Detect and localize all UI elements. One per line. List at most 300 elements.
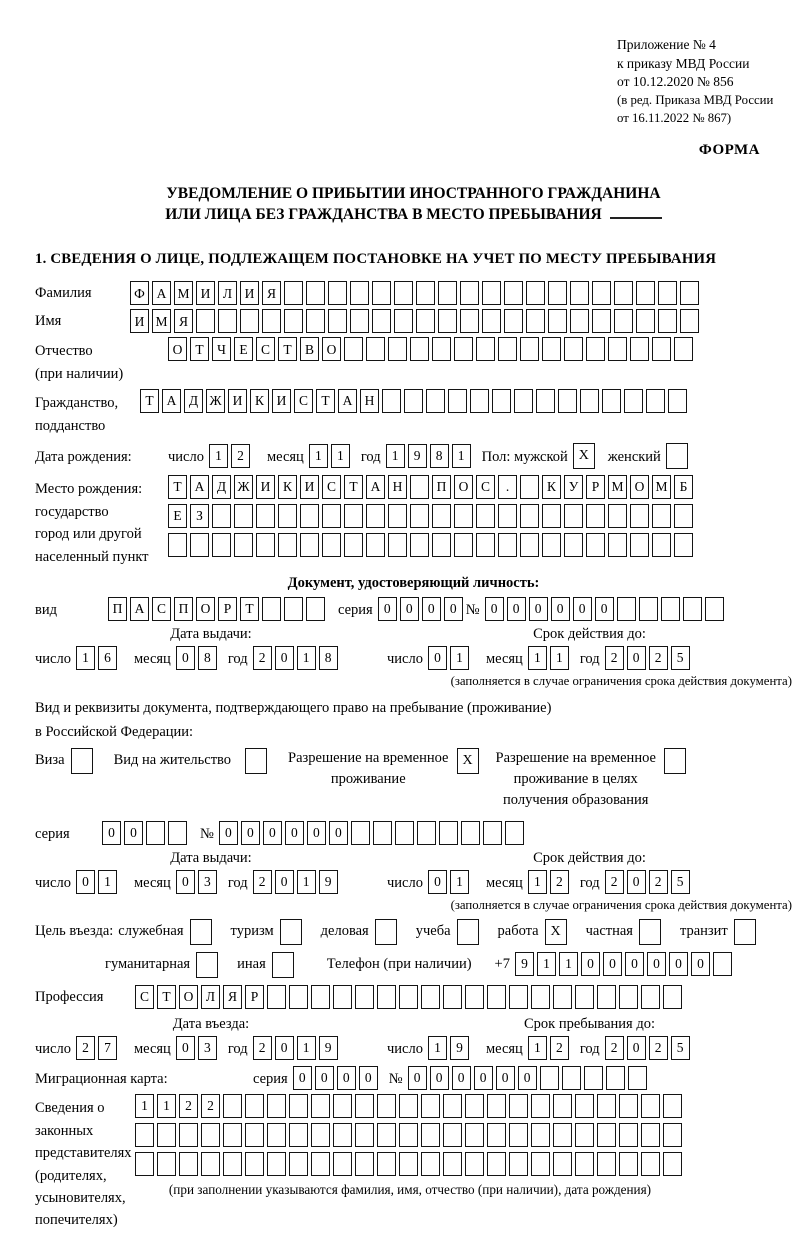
char-cell[interactable]: Н: [360, 389, 379, 413]
char-cell[interactable]: [322, 504, 341, 528]
char-cell[interactable]: [664, 748, 686, 774]
char-cell[interactable]: [438, 309, 457, 333]
char-cell[interactable]: [652, 337, 671, 361]
char-cell[interactable]: [377, 985, 396, 1009]
char-cell[interactable]: 1: [428, 1036, 447, 1060]
char-cell[interactable]: [624, 389, 643, 413]
char-cell[interactable]: [432, 533, 451, 557]
char-cell[interactable]: [443, 985, 462, 1009]
char-cell[interactable]: [641, 985, 660, 1009]
char-cell[interactable]: 0: [647, 952, 666, 976]
char-cell[interactable]: [366, 533, 385, 557]
char-cell[interactable]: X: [457, 748, 479, 774]
char-cell[interactable]: [344, 504, 363, 528]
char-cell[interactable]: [262, 597, 281, 621]
char-cell[interactable]: Л: [201, 985, 220, 1009]
char-cell[interactable]: 0: [275, 870, 294, 894]
char-cell[interactable]: [300, 504, 319, 528]
char-cell[interactable]: [168, 533, 187, 557]
char-cell[interactable]: О: [630, 475, 649, 499]
char-cell[interactable]: [674, 533, 693, 557]
char-cell[interactable]: 0: [337, 1066, 356, 1090]
char-cell[interactable]: И: [228, 389, 247, 413]
char-cell[interactable]: [388, 337, 407, 361]
char-cell[interactable]: 0: [603, 952, 622, 976]
char-cell[interactable]: .: [498, 475, 517, 499]
char-cell[interactable]: Б: [674, 475, 693, 499]
char-cell[interactable]: [465, 1152, 484, 1176]
char-cell[interactable]: [223, 1123, 242, 1147]
char-cell[interactable]: [245, 1094, 264, 1118]
char-cell[interactable]: 0: [627, 646, 646, 670]
char-cell[interactable]: [333, 1152, 352, 1176]
char-cell[interactable]: [553, 1152, 572, 1176]
char-cell[interactable]: 0: [551, 597, 570, 621]
char-cell[interactable]: 2: [649, 646, 668, 670]
char-cell[interactable]: [564, 533, 583, 557]
char-cell[interactable]: [553, 1094, 572, 1118]
char-cell[interactable]: 2: [649, 870, 668, 894]
char-cell[interactable]: [542, 337, 561, 361]
char-cell[interactable]: [586, 337, 605, 361]
char-cell[interactable]: П: [174, 597, 193, 621]
char-cell[interactable]: 0: [307, 821, 326, 845]
char-cell[interactable]: Ф: [130, 281, 149, 305]
char-cell[interactable]: [713, 952, 732, 976]
char-cell[interactable]: [366, 337, 385, 361]
char-cell[interactable]: [344, 337, 363, 361]
char-cell[interactable]: [606, 1066, 625, 1090]
char-cell[interactable]: 0: [627, 870, 646, 894]
char-cell[interactable]: 0: [275, 646, 294, 670]
char-cell[interactable]: П: [108, 597, 127, 621]
char-cell[interactable]: 2: [231, 444, 250, 468]
char-cell[interactable]: [575, 1123, 594, 1147]
char-cell[interactable]: [399, 985, 418, 1009]
char-cell[interactable]: [179, 1152, 198, 1176]
char-cell[interactable]: [514, 389, 533, 413]
char-cell[interactable]: [619, 1094, 638, 1118]
char-cell[interactable]: [564, 337, 583, 361]
char-cell[interactable]: [262, 309, 281, 333]
char-cell[interactable]: [284, 309, 303, 333]
char-cell[interactable]: 9: [319, 1036, 338, 1060]
char-cell[interactable]: [553, 1123, 572, 1147]
char-cell[interactable]: [201, 1123, 220, 1147]
char-cell[interactable]: [267, 1123, 286, 1147]
char-cell[interactable]: [289, 1123, 308, 1147]
char-cell[interactable]: [284, 597, 303, 621]
char-cell[interactable]: [388, 533, 407, 557]
char-cell[interactable]: [454, 337, 473, 361]
char-cell[interactable]: [636, 309, 655, 333]
char-cell[interactable]: 0: [219, 821, 238, 845]
char-cell[interactable]: 0: [430, 1066, 449, 1090]
char-cell[interactable]: [536, 389, 555, 413]
char-cell[interactable]: [311, 1094, 330, 1118]
char-cell[interactable]: Ч: [212, 337, 231, 361]
char-cell[interactable]: Ж: [206, 389, 225, 413]
char-cell[interactable]: [663, 1152, 682, 1176]
char-cell[interactable]: А: [162, 389, 181, 413]
char-cell[interactable]: [526, 309, 545, 333]
char-cell[interactable]: М: [652, 475, 671, 499]
char-cell[interactable]: [404, 389, 423, 413]
char-cell[interactable]: [531, 1094, 550, 1118]
char-cell[interactable]: 0: [176, 646, 195, 670]
char-cell[interactable]: 0: [669, 952, 688, 976]
char-cell[interactable]: 6: [98, 646, 117, 670]
char-cell[interactable]: 2: [605, 1036, 624, 1060]
char-cell[interactable]: [377, 1152, 396, 1176]
char-cell[interactable]: 1: [297, 870, 316, 894]
char-cell[interactable]: [355, 1123, 374, 1147]
char-cell[interactable]: [240, 309, 259, 333]
char-cell[interactable]: [553, 985, 572, 1009]
char-cell[interactable]: З: [190, 504, 209, 528]
char-cell[interactable]: 0: [102, 821, 121, 845]
char-cell[interactable]: [641, 1152, 660, 1176]
char-cell[interactable]: [439, 821, 458, 845]
char-cell[interactable]: [628, 1066, 647, 1090]
char-cell[interactable]: 1: [98, 870, 117, 894]
char-cell[interactable]: [505, 821, 524, 845]
char-cell[interactable]: [328, 281, 347, 305]
char-cell[interactable]: Ж: [234, 475, 253, 499]
char-cell[interactable]: [322, 533, 341, 557]
char-cell[interactable]: [416, 309, 435, 333]
char-cell[interactable]: [355, 1094, 374, 1118]
char-cell[interactable]: 1: [452, 444, 471, 468]
char-cell[interactable]: [355, 985, 374, 1009]
char-cell[interactable]: [526, 281, 545, 305]
char-cell[interactable]: [306, 597, 325, 621]
char-cell[interactable]: 0: [573, 597, 592, 621]
char-cell[interactable]: [531, 1152, 550, 1176]
char-cell[interactable]: 5: [671, 870, 690, 894]
char-cell[interactable]: 3: [198, 1036, 217, 1060]
char-cell[interactable]: [157, 1152, 176, 1176]
char-cell[interactable]: [482, 309, 501, 333]
char-cell[interactable]: [663, 985, 682, 1009]
char-cell[interactable]: О: [196, 597, 215, 621]
char-cell[interactable]: [168, 821, 187, 845]
char-cell[interactable]: Р: [218, 597, 237, 621]
char-cell[interactable]: Т: [157, 985, 176, 1009]
char-cell[interactable]: [542, 533, 561, 557]
char-cell[interactable]: 0: [474, 1066, 493, 1090]
char-cell[interactable]: [190, 919, 212, 945]
char-cell[interactable]: 2: [550, 1036, 569, 1060]
char-cell[interactable]: 0: [422, 597, 441, 621]
char-cell[interactable]: [421, 985, 440, 1009]
char-cell[interactable]: [652, 533, 671, 557]
char-cell[interactable]: [592, 309, 611, 333]
char-cell[interactable]: [586, 533, 605, 557]
char-cell[interactable]: [666, 443, 688, 469]
char-cell[interactable]: [454, 504, 473, 528]
char-cell[interactable]: [461, 821, 480, 845]
char-cell[interactable]: [333, 1094, 352, 1118]
char-cell[interactable]: 0: [485, 597, 504, 621]
char-cell[interactable]: [619, 1152, 638, 1176]
char-cell[interactable]: [683, 597, 702, 621]
char-cell[interactable]: [608, 533, 627, 557]
char-cell[interactable]: [306, 309, 325, 333]
char-cell[interactable]: [311, 985, 330, 1009]
char-cell[interactable]: [575, 1152, 594, 1176]
char-cell[interactable]: 5: [671, 1036, 690, 1060]
char-cell[interactable]: [658, 281, 677, 305]
char-cell[interactable]: [267, 1094, 286, 1118]
char-cell[interactable]: [289, 1094, 308, 1118]
char-cell[interactable]: [355, 1152, 374, 1176]
char-cell[interactable]: 0: [315, 1066, 334, 1090]
char-cell[interactable]: [410, 533, 429, 557]
char-cell[interactable]: 0: [581, 952, 600, 976]
char-cell[interactable]: [668, 389, 687, 413]
char-cell[interactable]: [399, 1152, 418, 1176]
char-cell[interactable]: [289, 985, 308, 1009]
char-cell[interactable]: И: [240, 281, 259, 305]
char-cell[interactable]: [483, 821, 502, 845]
char-cell[interactable]: [663, 1094, 682, 1118]
char-cell[interactable]: [443, 1152, 462, 1176]
char-cell[interactable]: [487, 985, 506, 1009]
char-cell[interactable]: Е: [168, 504, 187, 528]
char-cell[interactable]: Я: [223, 985, 242, 1009]
char-cell[interactable]: X: [573, 443, 595, 469]
char-cell[interactable]: [212, 533, 231, 557]
char-cell[interactable]: [344, 533, 363, 557]
char-cell[interactable]: 2: [649, 1036, 668, 1060]
char-cell[interactable]: [245, 1123, 264, 1147]
char-cell[interactable]: [619, 985, 638, 1009]
char-cell[interactable]: [460, 309, 479, 333]
char-cell[interactable]: [584, 1066, 603, 1090]
char-cell[interactable]: [531, 985, 550, 1009]
char-cell[interactable]: [146, 821, 165, 845]
char-cell[interactable]: 9: [408, 444, 427, 468]
char-cell[interactable]: [575, 1094, 594, 1118]
char-cell[interactable]: [272, 952, 294, 978]
char-cell[interactable]: [470, 389, 489, 413]
char-cell[interactable]: [608, 337, 627, 361]
char-cell[interactable]: [652, 504, 671, 528]
char-cell[interactable]: 1: [331, 444, 350, 468]
char-cell[interactable]: [300, 533, 319, 557]
char-cell[interactable]: Т: [168, 475, 187, 499]
char-cell[interactable]: 0: [595, 597, 614, 621]
char-cell[interactable]: 1: [297, 646, 316, 670]
char-cell[interactable]: Р: [245, 985, 264, 1009]
char-cell[interactable]: [421, 1152, 440, 1176]
char-cell[interactable]: [597, 1123, 616, 1147]
char-cell[interactable]: [558, 389, 577, 413]
char-cell[interactable]: [498, 504, 517, 528]
char-cell[interactable]: [410, 504, 429, 528]
char-cell[interactable]: 0: [359, 1066, 378, 1090]
char-cell[interactable]: [509, 1094, 528, 1118]
char-cell[interactable]: О: [454, 475, 473, 499]
char-cell[interactable]: [680, 309, 699, 333]
char-cell[interactable]: [498, 337, 517, 361]
char-cell[interactable]: К: [278, 475, 297, 499]
char-cell[interactable]: Т: [344, 475, 363, 499]
char-cell[interactable]: [482, 281, 501, 305]
char-cell[interactable]: 5: [671, 646, 690, 670]
char-cell[interactable]: 1: [550, 646, 569, 670]
char-cell[interactable]: [504, 309, 523, 333]
char-cell[interactable]: 0: [428, 646, 447, 670]
char-cell[interactable]: [432, 337, 451, 361]
char-cell[interactable]: [492, 389, 511, 413]
char-cell[interactable]: 1: [157, 1094, 176, 1118]
char-cell[interactable]: И: [272, 389, 291, 413]
char-cell[interactable]: 0: [444, 597, 463, 621]
char-cell[interactable]: [487, 1123, 506, 1147]
char-cell[interactable]: [382, 389, 401, 413]
char-cell[interactable]: [630, 533, 649, 557]
char-cell[interactable]: 2: [201, 1094, 220, 1118]
char-cell[interactable]: [531, 1123, 550, 1147]
char-cell[interactable]: 0: [329, 821, 348, 845]
char-cell[interactable]: [674, 337, 693, 361]
char-cell[interactable]: [278, 533, 297, 557]
char-cell[interactable]: 0: [76, 870, 95, 894]
char-cell[interactable]: 0: [691, 952, 710, 976]
char-cell[interactable]: [661, 597, 680, 621]
char-cell[interactable]: [586, 504, 605, 528]
char-cell[interactable]: [201, 1152, 220, 1176]
char-cell[interactable]: [223, 1152, 242, 1176]
char-cell[interactable]: 8: [319, 646, 338, 670]
char-cell[interactable]: [630, 337, 649, 361]
char-cell[interactable]: [256, 504, 275, 528]
char-cell[interactable]: [256, 533, 275, 557]
char-cell[interactable]: [311, 1152, 330, 1176]
char-cell[interactable]: [617, 597, 636, 621]
char-cell[interactable]: 8: [430, 444, 449, 468]
char-cell[interactable]: 1: [528, 870, 547, 894]
char-cell[interactable]: М: [608, 475, 627, 499]
char-cell[interactable]: О: [168, 337, 187, 361]
char-cell[interactable]: [157, 1123, 176, 1147]
char-cell[interactable]: И: [196, 281, 215, 305]
char-cell[interactable]: 1: [528, 1036, 547, 1060]
char-cell[interactable]: Н: [388, 475, 407, 499]
char-cell[interactable]: [465, 1094, 484, 1118]
char-cell[interactable]: [608, 504, 627, 528]
char-cell[interactable]: 0: [428, 870, 447, 894]
char-cell[interactable]: [267, 1152, 286, 1176]
char-cell[interactable]: 0: [285, 821, 304, 845]
char-cell[interactable]: [388, 504, 407, 528]
char-cell[interactable]: [658, 309, 677, 333]
char-cell[interactable]: [245, 748, 267, 774]
char-cell[interactable]: [680, 281, 699, 305]
char-cell[interactable]: 0: [507, 597, 526, 621]
char-cell[interactable]: [570, 309, 589, 333]
char-cell[interactable]: 0: [176, 1036, 195, 1060]
char-cell[interactable]: [619, 1123, 638, 1147]
char-cell[interactable]: [372, 281, 391, 305]
char-cell[interactable]: 1: [450, 870, 469, 894]
char-cell[interactable]: 2: [605, 870, 624, 894]
char-cell[interactable]: К: [542, 475, 561, 499]
char-cell[interactable]: [267, 985, 286, 1009]
char-cell[interactable]: 1: [209, 444, 228, 468]
char-cell[interactable]: [504, 281, 523, 305]
char-cell[interactable]: М: [152, 309, 171, 333]
char-cell[interactable]: Т: [316, 389, 335, 413]
char-cell[interactable]: [602, 389, 621, 413]
char-cell[interactable]: А: [366, 475, 385, 499]
char-cell[interactable]: 0: [400, 597, 419, 621]
char-cell[interactable]: [223, 1094, 242, 1118]
char-cell[interactable]: [520, 337, 539, 361]
char-cell[interactable]: [641, 1094, 660, 1118]
char-cell[interactable]: Л: [218, 281, 237, 305]
char-cell[interactable]: [135, 1152, 154, 1176]
char-cell[interactable]: 2: [550, 870, 569, 894]
char-cell[interactable]: [520, 475, 539, 499]
char-cell[interactable]: [212, 504, 231, 528]
char-cell[interactable]: 1: [309, 444, 328, 468]
char-cell[interactable]: [350, 281, 369, 305]
char-cell[interactable]: 0: [518, 1066, 537, 1090]
char-cell[interactable]: [328, 309, 347, 333]
char-cell[interactable]: [580, 389, 599, 413]
char-cell[interactable]: 3: [198, 870, 217, 894]
char-cell[interactable]: [734, 919, 756, 945]
char-cell[interactable]: [575, 985, 594, 1009]
char-cell[interactable]: [377, 1094, 396, 1118]
char-cell[interactable]: 0: [625, 952, 644, 976]
char-cell[interactable]: Т: [278, 337, 297, 361]
char-cell[interactable]: [597, 1152, 616, 1176]
char-cell[interactable]: [280, 919, 302, 945]
char-cell[interactable]: 0: [408, 1066, 427, 1090]
char-cell[interactable]: [663, 1123, 682, 1147]
char-cell[interactable]: [639, 597, 658, 621]
char-cell[interactable]: [614, 309, 633, 333]
char-cell[interactable]: [636, 281, 655, 305]
char-cell[interactable]: 1: [559, 952, 578, 976]
char-cell[interactable]: С: [135, 985, 154, 1009]
char-cell[interactable]: [641, 1123, 660, 1147]
char-cell[interactable]: И: [256, 475, 275, 499]
char-cell[interactable]: [509, 1123, 528, 1147]
char-cell[interactable]: [639, 919, 661, 945]
char-cell[interactable]: [592, 281, 611, 305]
char-cell[interactable]: [311, 1123, 330, 1147]
char-cell[interactable]: Т: [190, 337, 209, 361]
char-cell[interactable]: [196, 952, 218, 978]
char-cell[interactable]: [421, 1123, 440, 1147]
char-cell[interactable]: [135, 1123, 154, 1147]
char-cell[interactable]: А: [152, 281, 171, 305]
char-cell[interactable]: [564, 504, 583, 528]
char-cell[interactable]: С: [322, 475, 341, 499]
char-cell[interactable]: [416, 281, 435, 305]
char-cell[interactable]: [465, 1123, 484, 1147]
char-cell[interactable]: [457, 919, 479, 945]
char-cell[interactable]: [410, 337, 429, 361]
char-cell[interactable]: [509, 985, 528, 1009]
char-cell[interactable]: [426, 389, 445, 413]
char-cell[interactable]: [417, 821, 436, 845]
